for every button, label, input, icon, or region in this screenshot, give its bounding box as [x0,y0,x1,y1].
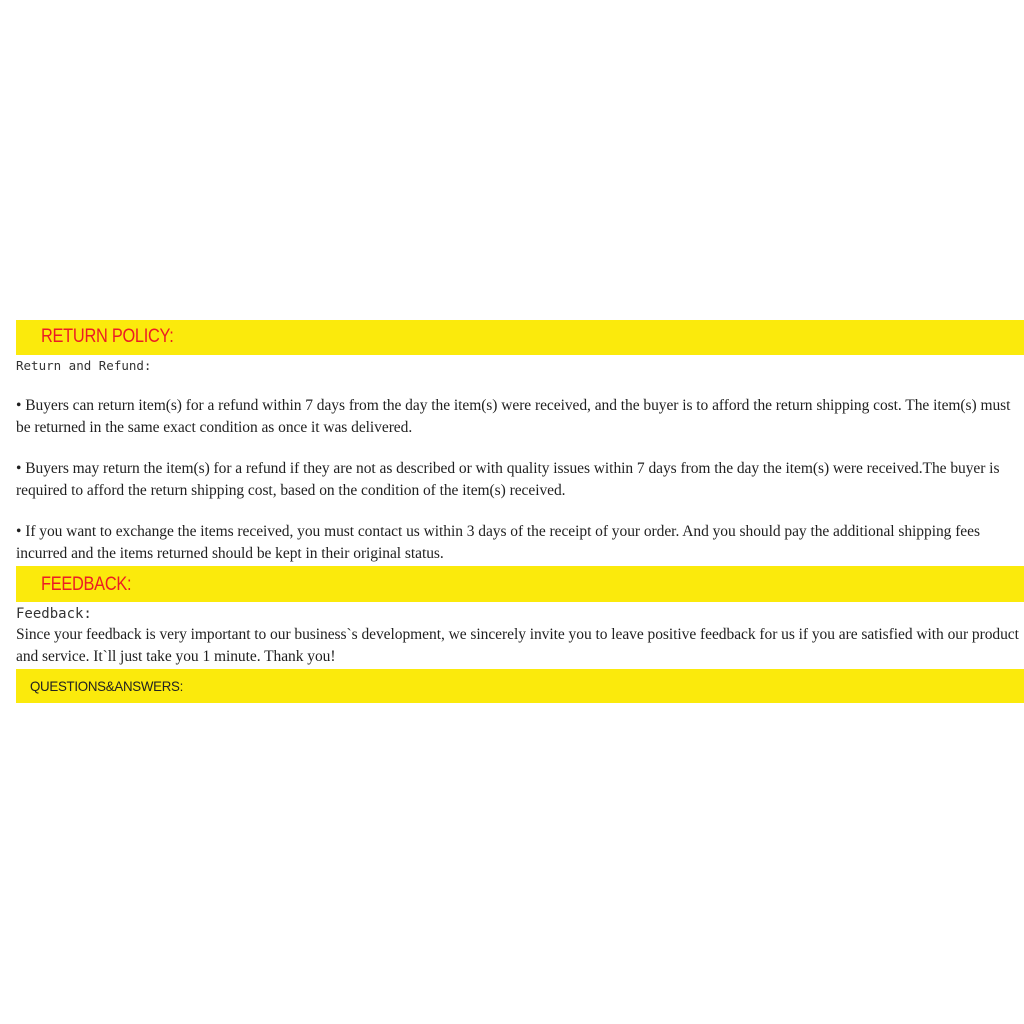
feedback-text: Since your feedback is very important to our business`s development, we sincerely invite you to leave positive feedback for us if you are satisfied with our product and service. It`ll just take you 1 minute. Thank you! [16,626,1019,665]
questions-answers-heading: QUESTIONS&ANSWERS: [30,678,184,694]
return-bullet-1 [16,395,1024,439]
return-bullet-2-text: • Buyers may return the item(s) for a refund if they are not as described or with quality issues within 7 days from the day the item(s) were received.The buyer is required to afford the return shipping cost, based on the condition of the item(s) received. [16,460,1000,499]
policy-section [16,320,1024,703]
return-bullet-1-text: • Buyers can return item(s) for a refund within 7 days from the day the item(s) were received, and the buyer is to afford the return shipping cost. The item(s) must be returned in the same exact condition as once it was delivered. [16,397,1011,436]
return-bullet-3 [16,521,1024,565]
return-policy-heading: RETURN POLICY: [41,326,174,347]
questions-answers-header-bar [16,669,1024,703]
return-bullet-2 [16,458,1024,502]
return-policy-header-bar [16,320,1024,355]
return-refund-subheading: Return and Refund: [16,358,152,373]
feedback-subheading: Feedback: [16,606,92,622]
feedback-header-bar [16,566,1024,602]
feedback-heading: FEEDBACK: [41,574,132,595]
return-bullet-3-text: • If you want to exchange the items received, you must contact us within 3 days of the receipt of your order. And you should pay the additional shipping fees incurred and the items returned should be kept in their original status. [16,523,980,562]
